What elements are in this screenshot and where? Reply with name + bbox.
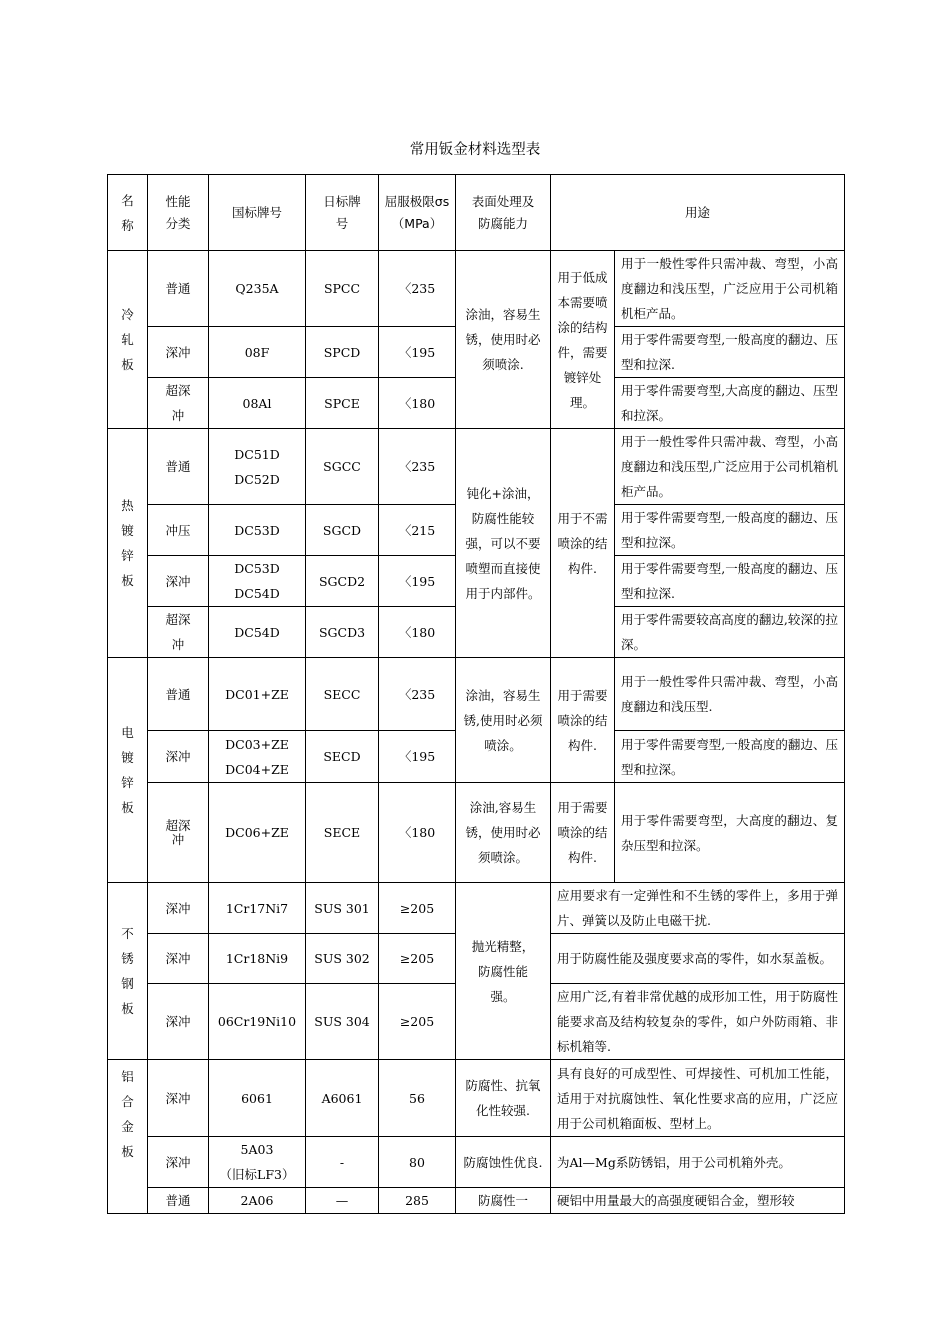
jis-cell: SPCE — [306, 378, 379, 429]
header-category: 性能分类 — [148, 175, 209, 251]
surface-cell: 钝化+涂油，防腐性能较强，可以不要喷塑而直接使用于内部件。 — [456, 429, 551, 658]
header-name: 名称 — [108, 175, 148, 251]
gb-cell — [209, 429, 306, 505]
jis-cell: SECC — [306, 658, 379, 731]
group-name: 电镀锌板 — [108, 658, 148, 883]
jis-cell: SGCD — [306, 505, 379, 556]
gb-line: DC03+ZE — [225, 736, 289, 752]
yield-cell: 〈235 — [379, 658, 456, 731]
usage-cell: 为Al—Mg系防锈铝，用于公司机箱外壳。 — [551, 1137, 845, 1188]
table-row — [108, 1060, 845, 1137]
yield-cell: 285 — [379, 1188, 456, 1214]
surface-cell: 防腐蚀性优良. — [456, 1137, 551, 1188]
category-cell: 深冲 — [148, 1137, 209, 1188]
jis-cell: SECD — [306, 731, 379, 783]
category-cell: 超深冲 — [148, 783, 209, 883]
yield-cell: 〈215 — [379, 505, 456, 556]
document-title: 常用钣金材料选型表 — [409, 142, 541, 158]
usage-cell: 用于防腐性能及强度要求高的零件，如水泵盖板。 — [551, 934, 845, 984]
jis-cell: - — [306, 1137, 379, 1188]
table-row — [108, 1137, 845, 1188]
gb-line: DC51D — [234, 446, 280, 462]
yield-cell: ≥205 — [379, 934, 456, 984]
category-cell: 普通 — [148, 1188, 209, 1214]
group-name: 热镀锌板 — [108, 429, 148, 658]
surface-cell: 抛光精整，防腐性能强。 — [456, 883, 551, 1060]
table-row — [108, 883, 845, 934]
yield-cell: 〈180 — [379, 378, 456, 429]
gb-cell: 2A06 — [209, 1188, 306, 1214]
gb-line: DC52D — [234, 471, 280, 487]
gb-cell: 08F — [209, 327, 306, 378]
jis-cell: — — [306, 1188, 379, 1214]
gb-line: DC54D — [234, 586, 280, 601]
usage-cell: 用于零件需要弯型,一般高度的翻边、压型和拉深。 — [615, 505, 845, 556]
usage-cell: 用于一般性零件只需冲裁、弯型，小高度翻边和浅压型，广泛应用于公司机箱机柜产品。 — [615, 251, 845, 327]
header-jis: 日标牌号 — [306, 175, 379, 251]
yield-cell: 〈195 — [379, 731, 456, 783]
category-cell: 深冲 — [148, 731, 209, 783]
yield-cell: 〈180 — [379, 783, 456, 883]
use-note-cell: 用于不需喷涂的结构件. — [551, 429, 615, 658]
yield-cell: 〈235 — [379, 429, 456, 505]
gb-cell: 08Al — [209, 378, 306, 429]
header-usage: 用途 — [551, 175, 845, 251]
gb-cell — [209, 731, 306, 783]
gb-line: （旧标LF3） — [219, 1167, 295, 1182]
table-header-row — [108, 175, 845, 251]
gb-cell: DC53D — [209, 505, 306, 556]
table-row — [108, 783, 845, 883]
usage-cell: 用于零件需要较高高度的翻边,较深的拉深。 — [615, 607, 845, 658]
category-cell: 深冲 — [148, 883, 209, 934]
group-name: 铝合金板 — [108, 1060, 148, 1214]
use-note-cell: 用于需要喷涂的结构件. — [551, 783, 615, 883]
surface-cell: 防腐性、抗氧化性较强. — [456, 1060, 551, 1137]
usage-cell: 用于零件需要弯型,一般高度的翻边、压型和拉深. — [615, 556, 845, 607]
usage-cell: 用于零件需要弯型,大高度的翻边、压型和拉深。 — [615, 378, 845, 429]
jis-cell: SGCD3 — [306, 607, 379, 658]
jis-cell: SPCD — [306, 327, 379, 378]
gb-cell — [209, 556, 306, 607]
usage-cell: 用于零件需要弯型,一般高度的翻边、压型和拉深。 — [615, 731, 845, 783]
table-row — [108, 251, 845, 327]
category-cell: 深冲 — [148, 934, 209, 984]
category-cell: 冲压 — [148, 505, 209, 556]
gb-cell: DC01+ZE — [209, 658, 306, 731]
gb-line: DC04+ZE — [225, 761, 289, 777]
jis-cell: SUS 302 — [306, 934, 379, 984]
jis-cell: SUS 301 — [306, 883, 379, 934]
category-cell: 深冲 — [148, 1060, 209, 1137]
header-yield: 屈服极限σs（MPa） — [379, 175, 456, 251]
header-gb: 国标牌号 — [209, 175, 306, 251]
category-cell: 深冲 — [148, 327, 209, 378]
usage-cell: 具有良好的可成型性、可焊接性、可机加工性能，适用于对抗腐蚀性、氧化性要求高的应用，广泛应用于公司机箱面板、型材上。 — [551, 1060, 845, 1137]
sheet-metal-material-table — [107, 174, 845, 1214]
jis-cell: SECE — [306, 783, 379, 883]
table-row — [108, 1188, 845, 1214]
category-cell: 深冲 — [148, 556, 209, 607]
group-name: 不锈钢板 — [108, 883, 148, 1060]
category-cell: 普通 — [148, 251, 209, 327]
yield-cell: ≥205 — [379, 984, 456, 1060]
use-note-cell: 用于需要喷涂的结构件. — [551, 658, 615, 783]
usage-cell: 硬铝中用量最大的高强度硬铝合金，塑形较 — [551, 1188, 845, 1214]
usage-cell: 应用广泛,有着非常优越的成形加工性，用于防腐性能要求高及结构较复杂的零件，如户外防雨箱、非标机箱等. — [551, 984, 845, 1060]
yield-cell: 〈235 — [379, 251, 456, 327]
category-cell: 普通 — [148, 429, 209, 505]
surface-cell: 涂油，容易生锈，使用时必须喷涂. — [456, 251, 551, 429]
usage-cell: 用于一般性零件只需冲裁、弯型，小高度翻边和浅压型,广泛应用于公司机箱机柜产品。 — [615, 429, 845, 505]
gb-cell: Q235A — [209, 251, 306, 327]
gb-cell: 1Cr18Ni9 — [209, 934, 306, 984]
gb-line: 5A03 — [240, 1142, 274, 1157]
usage-cell: 应用要求有一定弹性和不生锈的零件上，多用于弹片、弹簧以及防止电磁干扰. — [551, 883, 845, 934]
usage-cell: 用于零件需要弯型，大高度的翻边、复杂压型和拉深。 — [615, 783, 845, 883]
gb-cell: DC06+ZE — [209, 783, 306, 883]
header-surface: 表面处理及防腐能力 — [456, 175, 551, 251]
category-cell: 超深冲 — [148, 378, 209, 429]
table-row — [108, 658, 845, 731]
category-cell: 超深冲 — [148, 607, 209, 658]
jis-cell: A6061 — [306, 1060, 379, 1137]
gb-line: DC53D — [234, 561, 280, 576]
usage-cell: 用于零件需要弯型,一般高度的翻边、压型和拉深. — [615, 327, 845, 378]
surface-cell: 涂油，容易生锈,使用时必须喷涂。 — [456, 658, 551, 783]
gb-cell: 6061 — [209, 1060, 306, 1137]
table-row — [108, 429, 845, 505]
gb-cell: 1Cr17Ni7 — [209, 883, 306, 934]
jis-cell: SGCC — [306, 429, 379, 505]
usage-cell: 用于一般性零件只需冲裁、弯型，小高度翻边和浅压型. — [615, 658, 845, 731]
gb-cell: 06Cr19Ni10 — [209, 984, 306, 1060]
jis-cell: SPCC — [306, 251, 379, 327]
jis-cell: SUS 304 — [306, 984, 379, 1060]
surface-cell: 防腐性一 — [456, 1188, 551, 1214]
gb-cell — [209, 1137, 306, 1188]
yield-cell: 〈195 — [379, 327, 456, 378]
yield-cell: 80 — [379, 1137, 456, 1188]
yield-cell: 56 — [379, 1060, 456, 1137]
gb-cell: DC54D — [209, 607, 306, 658]
yield-cell: ≥205 — [379, 883, 456, 934]
yield-cell: 〈195 — [379, 556, 456, 607]
surface-cell: 涂油,容易生锈，使用时必须喷涂。 — [456, 783, 551, 883]
category-cell: 普通 — [148, 658, 209, 731]
category-cell: 深冲 — [148, 984, 209, 1060]
yield-cell: 〈180 — [379, 607, 456, 658]
group-name: 冷轧板 — [108, 251, 148, 429]
use-note-cell: 用于低成本需要喷涂的结构件，需要镀锌处理。 — [551, 251, 615, 429]
jis-cell: SGCD2 — [306, 556, 379, 607]
